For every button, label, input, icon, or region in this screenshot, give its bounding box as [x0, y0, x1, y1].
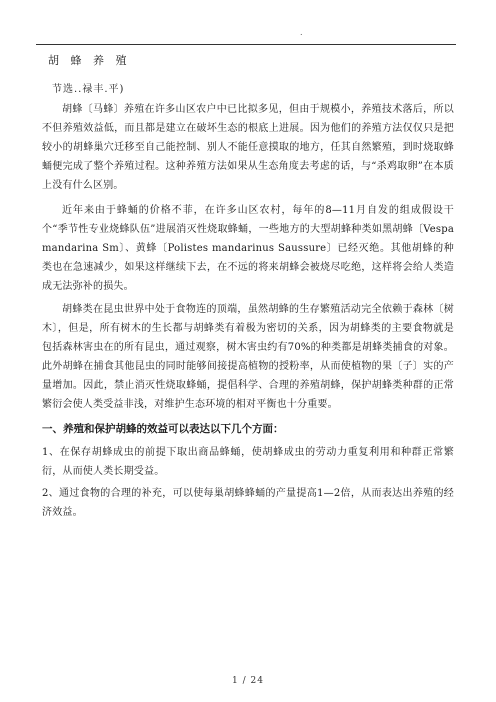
document-body: [42, 100, 454, 525]
document-source: 节选..禄丰.平): [52, 84, 125, 95]
page-number: 1 / 24: [232, 676, 264, 686]
list-item-2: 2、通过食物的合理的补充，可以使每巢胡蜂蜂蛹的产量提高1—2倍，从而表达出养殖的经济效益。: [42, 488, 454, 518]
paragraph-3: 胡蜂类在昆虫世界中处于食物连的顶端，虽然胡蜂的生存繁殖活动完全依赖于森林〔树木〕，但是，所有树木的生长都与胡蜂类有着极为密切的关系，因为胡蜂类的主要食物就是包括森林害虫在的所有昆虫，通过观察，树木害虫约有70%的种类都是胡蜂类捕食的对象。此外胡蜂在捕食其他昆虫的同时能够间接提高植物的授粉率，从而使植物的果〔子〕实的产量增加。因此，禁止消灭性烧取蜂蛹，提倡科学、合理的养殖胡蜂，保护胡蜂类种群的正常繁衍会使人类受益非浅，对维护生态环境的相对平衡也十分重要。: [42, 304, 454, 410]
paragraph-1: 胡蜂〔马蜂〕养殖在许多山区农户中已比拟多见，但由于规模小，养殖技术落后，所以不但养殖效益低，而且都是建立在破坏生态的根底上进展。因为他们的养殖方法仅仅只是把较小的胡蜂巢穴迁移至自己能控制、别人不能任意摸取的地方，任其自然繁殖，到时烧取蜂蛹便完成了整个养殖过程。这种养殖方法如果从生态角度去考虑的话，与“杀鸡取卵”在本质上没有什么区别。: [42, 104, 454, 191]
paragraph-2: 近年来由于蜂蛹的价格不菲，在许多山区农村，每年的8—11月自发的组成假设干个“季节性专业烧蜂队伍”进展消灭性烧取蜂蛹，一些地方的大型胡蜂种类如黑胡蜂〔Vespa mandarina Sm〕、黄蜂〔Polistes mandarinus Saussure〕已经灭绝。其他胡蜂的种类也在急速减少，如果这样继续下去，在不远的将来胡蜂会被烧尽吃绝，这样将会给人类造成无法弥补的损失。: [42, 205, 454, 292]
list-item-1: 1、在保存胡蜂成虫的前提下取出商品蜂蛹，使胡蜂成虫的劳动力重复利用和种群正常繁衍，从而使人类长期受益。: [42, 447, 454, 477]
section-heading: 一、养殖和保护胡蜂的效益可以表达以下几个方面：: [42, 423, 284, 435]
document-title: 胡 蜂 养 殖: [48, 54, 131, 67]
header-divider: [36, 44, 456, 45]
header-mark: .: [300, 28, 303, 37]
